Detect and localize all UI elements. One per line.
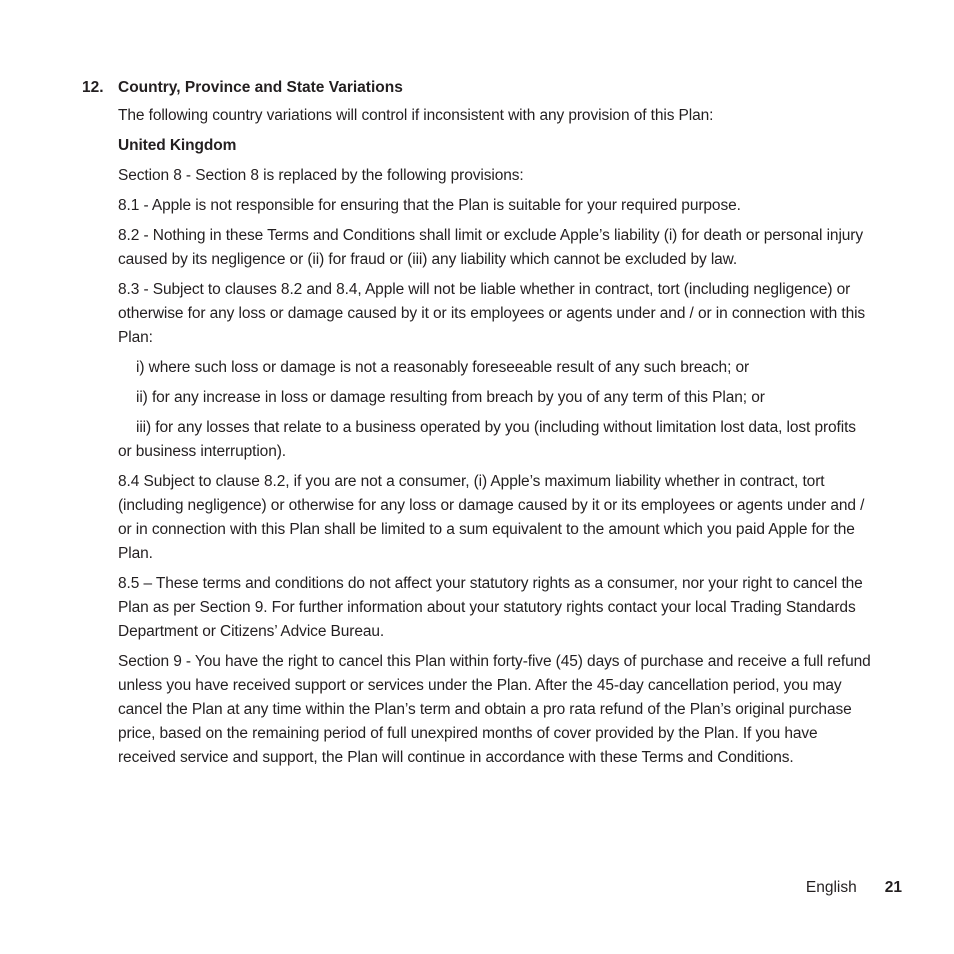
section-body: [118, 104, 873, 776]
page-footer: [806, 876, 902, 900]
list-item-iii: iii) for any losses that relate to a business operated by you (including without limitation lost data, lost profits or business interruption).: [118, 419, 856, 460]
paragraph-8-4: 8.4 Subject to clause 8.2, if you are not a consumer, (i) Apple’s maximum liability whether in contract, tort (including negligence) or otherwise for any loss or damage caused by it or its employees or agents under and / or in connection with this Plan shall be limited to a sum equivalent to the amount which you paid Apple for the Plan.: [118, 473, 865, 562]
section-heading: [82, 76, 403, 100]
list-item-ii: ii) for any increase in loss or damage resulting from breach by you of any term of this Plan; or: [136, 389, 765, 406]
page-number: 21: [884, 879, 902, 896]
paragraph-section-8: Section 8 - Section 8 is replaced by the following provisions:: [118, 167, 524, 184]
country-heading: United Kingdom: [118, 137, 237, 154]
footer-language: English: [805, 879, 857, 896]
paragraph-8-3: 8.3 - Subject to clauses 8.2 and 8.4, Apple will not be liable whether in contract, tort (including negligence) or otherwise for any loss or damage caused by it or its employees or agents under and / or in connection with this Plan:: [118, 281, 866, 346]
list-item-i: i) where such loss or damage is not a reasonably foreseeable result of any such breach; or: [136, 359, 750, 376]
section-title: Country, Province and State Variations: [118, 79, 403, 96]
section-number: 12.: [82, 79, 104, 96]
paragraph-section-9: Section 9 - You have the right to cancel this Plan within forty-five (45) days of purchase and receive a full refund unless you have received support or services under the Plan. After the 45-day cancellation period, you may cancel the Plan at any time within the Plan’s term and obtain a pro rata refund of the Plan’s original purchase price, based on the remaining period of full unexpired months of cover provided by the Plan. If you have received service and support, the Plan will continue in accordance with these Terms and Conditions.: [118, 653, 871, 766]
paragraph-8-1: 8.1 - Apple is not responsible for ensuring that the Plan is suitable for your required purpose.: [118, 197, 741, 214]
intro-paragraph: The following country variations will control if inconsistent with any provision of this Plan:: [118, 107, 714, 124]
paragraph-8-5: 8.5 – These terms and conditions do not affect your statutory rights as a consumer, nor your right to cancel the Plan as per Section 9. For further information about your statutory rights contact your local Trading Standards Department or Citizens’ Advice Bureau.: [118, 575, 863, 640]
paragraph-8-2: 8.2 - Nothing in these Terms and Conditions shall limit or exclude Apple’s liability (i) for death or personal injury caused by its negligence or (ii) for fraud or (iii) any liability which cannot be excluded by law.: [118, 227, 864, 268]
